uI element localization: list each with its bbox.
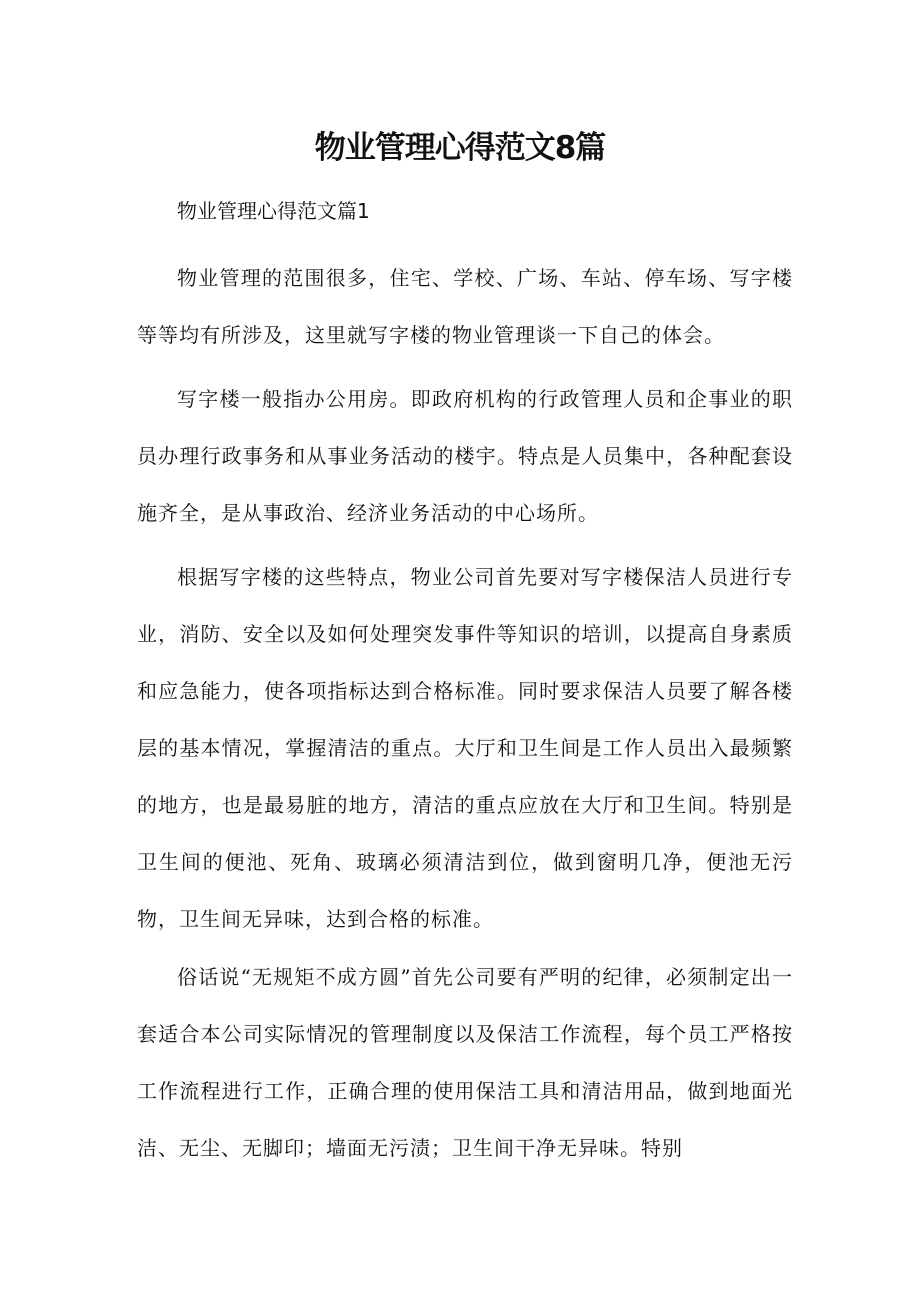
body-paragraph-2: 写字楼一般指办公用房。即政府机构的行政管理人员和企事业的职员办理行政事务和从事业务活动的楼宇。特点是人员集中，各种配套设施齐全，是从事政治、经济业务活动的中心场所。 <box>137 387 793 525</box>
body-paragraph-1: 物业管理的范围很多，住宅、学校、广场、车站、停车场、写字楼等等均有所涉及，这里就写字楼的物业管理谈一下自己的体会。 <box>137 266 793 347</box>
section-heading: 物业管理心得范文篇1 <box>177 199 370 223</box>
body-paragraph-4: 俗话说“无规矩不成方圆”首先公司要有严明的纪律，必须制定出一套适合本公司实际情况的管理制度以及保洁工作流程，每个员工严格按工作流程进行工作，正确合理的使用保洁工具和清洁用品，做到地面光洁、无尘、无脚印；墙面无污渍；卫生间干净无异味。特别 <box>137 965 793 1160</box>
body-paragraph-3: 根据写字楼的这些特点，物业公司首先要对写字楼保洁人员进行专业，消防、安全以及如何处理突发事件等知识的培训，以提高自身素质和应急能力，使各项指标达到合格标准。同时要求保洁人员要了解各楼层的基本情况，掌握清洁的重点。大厅和卫生间是工作人员出入最频繁的地方，也是最易脏的地方，清洁的重点应放在大厅和卫生间。特别是卫生间的便池、死角、玻璃必须清洁到位，做到窗明几净，便池无污物，卫生间无异味，达到合格的标准。 <box>137 565 793 931</box>
document-title: 物业管理心得范文8篇 <box>314 130 606 166</box>
